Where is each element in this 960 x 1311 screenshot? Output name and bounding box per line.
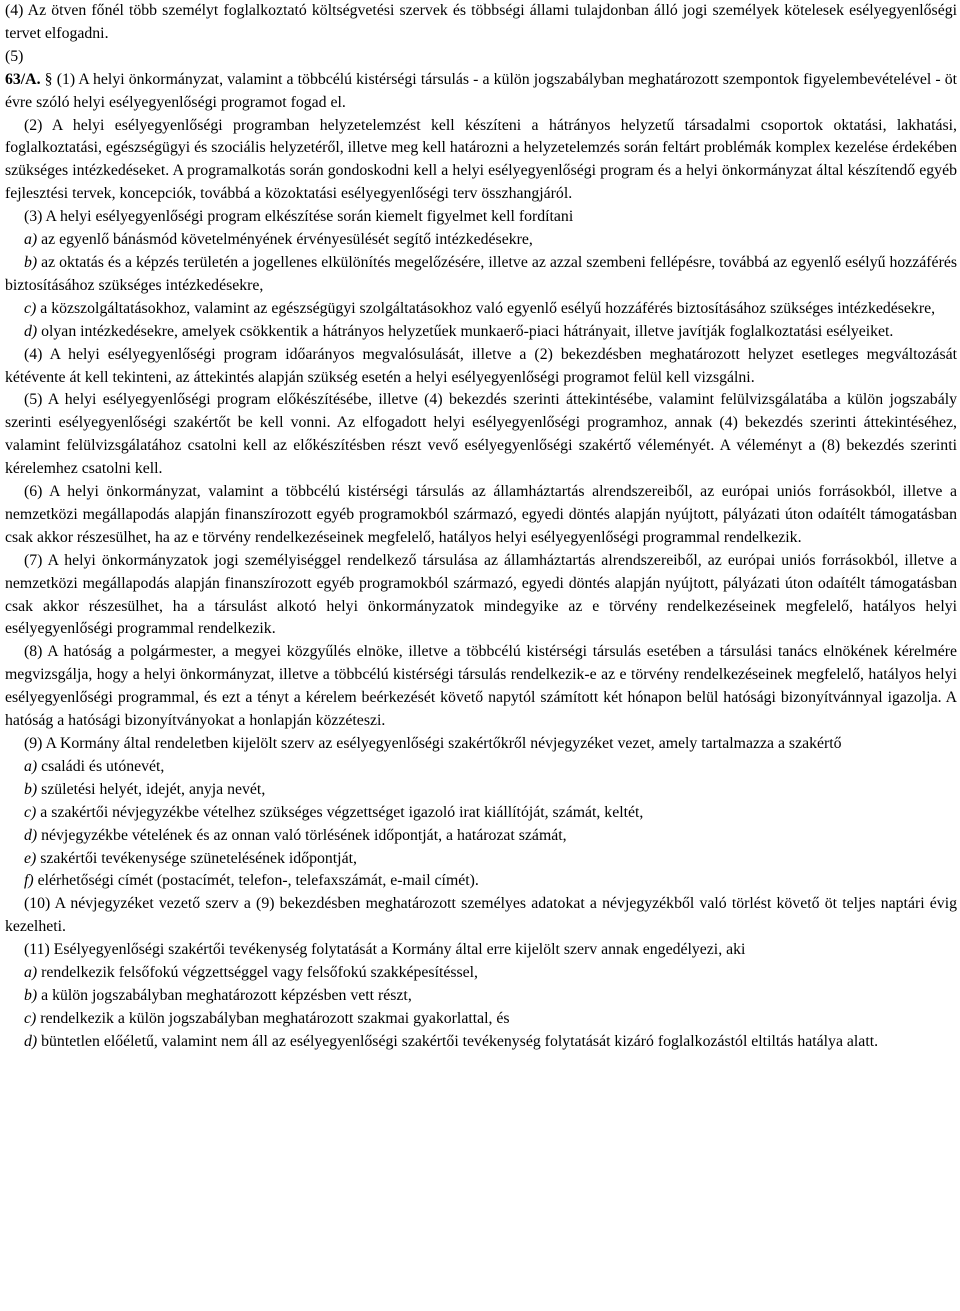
- paragraph: (6) A helyi önkormányzat, valamint a többcélú kistérségi társulás az államháztartás alrendszereiből, az európai uniós forrásokból, illetve a nemzetközi megállapodás alapján finanszírozott egyéb programokból származó, egyedi döntés alapján nyújtott, pályázati úton odaítélt támogatásban csak akkor részesülhet, ha az e törvény rendelkezéseinek megfelelő, hatályos helyi esélyegyenlőségi programmal rendelkezik.: [5, 483, 957, 546]
- list-item: [5, 985, 957, 1008]
- list-item-text: szakértői tevékenysége szünetelésének időpontját,: [36, 849, 357, 867]
- list-item-label: f): [24, 872, 34, 890]
- paragraph: (4) A helyi esélyegyenlőségi program időarányos megvalósulását, illetve a (2) bekezdésben meghatározott helyzet esetleges megváltozását kétévente át kell tekinteni, az áttekintés alapján szükség esetén a helyi esélyegyenlőségi programot felül kell vizsgálni.: [5, 345, 957, 386]
- list-item-label: e): [24, 849, 37, 867]
- list-item: [5, 298, 957, 321]
- list-item-text: rendelkezik felsőfokú végzettséggel vagy felsőfokú szakképesítéssel,: [37, 964, 479, 982]
- paragraph: (5) A helyi esélyegyenlőségi program előkészítésébe, illetve (4) bekezdés szerinti áttekintésébe, valamint felülvizsgálatába a külön jogszabály szerinti esélyegyenlőségi szakértőt be kell vonni. Az elfogadott helyi esélyegyenlőségi programhoz, annak (4) bekezdés szerinti áttekintéséhez, valamint felülvizsgálatához csatolni kell az előkészítésben részt vevő esélyegyenlőségi szakértő véleményét. A véleményt a (8) bekezdés szerinti kérelemhez csatolni kell.: [5, 391, 957, 478]
- paragraph: (8) A hatóság a polgármester, a megyei közgyűlés elnöke, illetve a többcélú kistérségi társulás esetében a társulási tanács elnökének kérelmére megvizsgálja, hogy a helyi önkormányzat, illetve a többcélú kistérségi társulás rendelkezik-e az e törvény rendelkezéseinek megfelelő, hatályos helyi esélyegyenlőségi programmal, és ezt a tényt a kérelem beérkezését követő napytól számított két hónapon belül hatósági bizonyítvánnyal igazolja. A hatóság a hatósági bizonyítványokat a honlapján közzéteszi.: [5, 643, 957, 730]
- list-item-text: elérhetőségi címét (postacímét, telefon-, telefaxszámát, e-mail címét).: [33, 872, 479, 890]
- list-item: [5, 802, 957, 825]
- list-item: [5, 229, 957, 252]
- paragraph: (5): [5, 47, 24, 65]
- list-item-text: büntetlen előéletű, valamint nem áll az esélyegyenlőségi szakértői tevékenység folytatását kizáró foglalkozástól eltiltás hatálya alatt.: [37, 1032, 879, 1050]
- paragraph: (3) A helyi esélyegyenlőségi program elkészítése során kiemelt figyelmet kell fordítani: [24, 208, 574, 226]
- list-item-text: születési helyét, idejét, anyja nevét,: [37, 780, 266, 798]
- list-item-label: d): [24, 826, 38, 844]
- list-item-text: az egyenlő bánásmód követelményének érvényesülését segítő intézkedésekre,: [37, 231, 533, 249]
- list-item-text: rendelkezik a külön jogszabályban meghatározott szakmai gyakorlattal, és: [36, 1009, 510, 1027]
- list-item-label: c): [24, 803, 37, 821]
- section-number: 63/A.: [5, 70, 41, 88]
- list-item-text: a külön jogszabályban meghatározott képzésben vett részt,: [37, 986, 412, 1004]
- list-item-text: olyan intézkedésekre, amelyek csökkentik a hátrányos helyzetűek munkaerő-piaci hátrányait, illetve javítják foglalkoztatási esélyeiket.: [37, 322, 894, 340]
- list-item-label: a): [24, 231, 38, 249]
- list-item: [5, 756, 957, 779]
- paragraph: (10) A névjegyzéket vezető szerv a (9) bekezdésben meghatározott személyes adatokat a névjegyzékből való törlést követő öt teljes naptári évig kezelheti.: [5, 895, 957, 936]
- section-paragraph: [5, 69, 957, 115]
- section-sign: §: [44, 70, 53, 88]
- list-item-text: az oktatás és a képzés területén a jogellenes elkülönítés megelőzésére, illetve az azzal szembeni fellépésre, továbbá az egyenlő esélyű hozzáférés biztosításához szükséges intézkedésekre,: [5, 253, 957, 294]
- list-item-label: c): [24, 299, 37, 317]
- list-item: [5, 252, 957, 298]
- list-item-label: d): [24, 322, 38, 340]
- list-item-text: a szakértői névjegyzékbe vételhez szükséges végzettséget igazoló irat kiállítóját, számát, keltét,: [36, 803, 644, 821]
- paragraph: (4) Az ötven főnél több személyt foglalkoztató költségvetési szervek és többségi állami tulajdonban álló jogi személyek kötelesek esélyegyenlőségi tervet elfogadni.: [5, 2, 957, 42]
- paragraph: (9) A Kormány által rendeletben kijelölt szerv az esélyegyenlőségi szakértőkről névjegyzéket vezet, amely tartalmazza a szakértő: [24, 735, 842, 752]
- list-item: [5, 321, 957, 344]
- list-item: [5, 870, 957, 893]
- list-item: [5, 1031, 957, 1054]
- list-item-label: c): [24, 1009, 37, 1027]
- list-item: [5, 1008, 957, 1031]
- list-item-text: családi és utónevét,: [37, 757, 165, 775]
- list-item-label: b): [24, 253, 38, 271]
- list-item-label: a): [24, 964, 38, 982]
- section-text: (1) A helyi önkormányzat, valamint a többcélú kistérségi társulás - a külön jogszabályban meghatározott szempontok figyelembevételével - öt évre szóló helyi esélyegyenlőségi programot fogad el.: [5, 70, 958, 111]
- list-item-text: névjegyzékbe vételének és az onnan való törlésének időpontját, a határozat számát,: [37, 826, 567, 844]
- list-item: [5, 962, 957, 985]
- list-item-label: a): [24, 757, 38, 775]
- list-item-label: b): [24, 986, 38, 1004]
- list-item: [5, 848, 957, 871]
- paragraph: (7) A helyi önkormányzatok jogi személyiséggel rendelkező társulása az államháztartás alrendszereiből, az európai uniós forrásokból, illetve a nemzetközi megállapodás alapján finanszírozott egyéb programokból származó, egyedi döntés alapján nyújtott, pályázati úton odaítélt támogatásban csak akkor részesülhet, ha a társulást alkotó helyi önkormányzatok mindegyike az e törvény rendelkezéseinek megfelelő, hatályos helyi esélyegyenlőségi programmal rendelkezik.: [5, 551, 957, 638]
- list-item-label: d): [24, 1032, 38, 1050]
- list-item-label: b): [24, 780, 38, 798]
- paragraph: (11) Esélyegyenlőségi szakértői tevékenység folytatását a Kormány által erre kijelölt szerv annak engedélyezi, aki: [24, 941, 746, 959]
- list-item: [5, 825, 957, 848]
- list-item-text: a közszolgáltatásokhoz, valamint az egészségügyi szolgáltatásokhoz való egyenlő esélyű hozzáférés biztosításához szükséges intézkedésekre,: [36, 299, 936, 317]
- list-item: [5, 779, 957, 802]
- paragraph: (2) A helyi esélyegyenlőségi programban helyzetelemzést kell készíteni a hátrányos helyzetű társadalmi csoportok oktatási, lakhatási, foglalkoztatási, egészségügyi és szociális helyzetéről, illetve meg kell határozni a helyzetelemzés során feltárt problémák komplex kezelése érdekében szükséges intézkedéseket. A programalkotás során gondoskodni kell a helyi esélyegyenlőségi program és a helyi önkormányzat által készítendő egyéb fejlesztési tervek, koncepciók, továbbá a közoktatási esélyegyenlőségi terv összhangjáról.: [5, 116, 957, 203]
